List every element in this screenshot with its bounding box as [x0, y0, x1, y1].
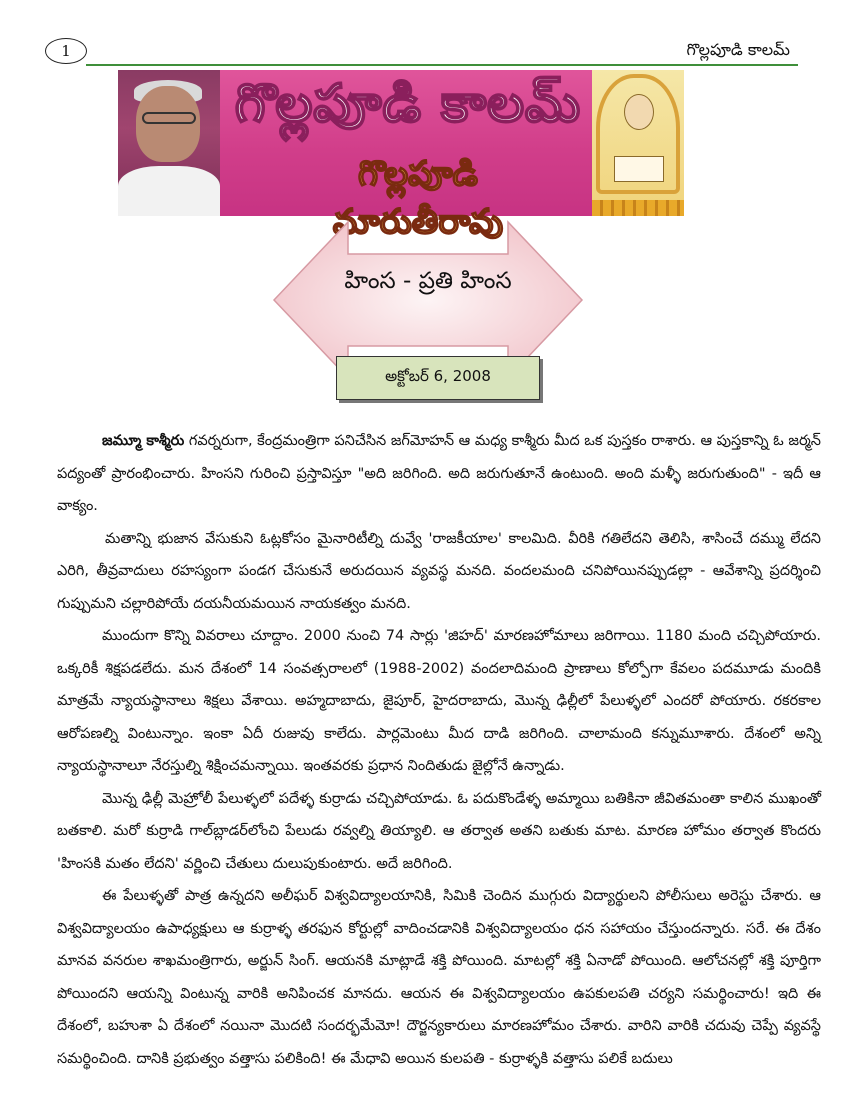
article-title: హింస - ప్రతి హింస	[344, 268, 512, 294]
lead-bold-text: జమ్మూ కాశ్మీరు	[102, 433, 185, 449]
paragraph-1-text: గవర్నరుగా, కేంద్రమంత్రిగా పనిచేసిన జగ్‌మోహన్ ఆ మధ్య కాశ్మీరు మీద ఒక పుస్తకం రాశారు. ఆ పుస్తకాన్ని ఓ జర్మన్ పద్యంతో ప్రారంభించారు. హింసని గురించి ప్రస్తావిస్తూ "అది జరిగింది. అది జరుగుతూనే ఉంటుంది. అంది మళ్ళీ జరుగుతుంది" - ఇదీ ఆ వాక్యం.	[57, 433, 821, 514]
article-body	[57, 425, 821, 1075]
paragraph-4: మొన్న ఢిల్లీ మెహ్రోలీ పేలుళ్ళలో పదేళ్ళ కుర్రాడు చచ్చిపోయాడు. ఓ పదుకొండేళ్ళ అమ్మాయి బతికినా జీవితమంతా కాలిన ముఖంతో బతకాలి. మరో కుర్రాడి గాల్‌బ్లాడర్‌లోంచి పేలుడు రవ్వల్ని తియ్యాలి. ఆ తర్వాత అతని బతుకు మాట. మారణ హోమం తర్వాత కొందరు 'హింసకి మతం లేదని' వర్ణించి చేతులు దులుపుకుంటారు. అదే జరిగింది.	[57, 790, 821, 872]
article-date: అక్టోబర్ 6, 2008	[336, 356, 540, 400]
paragraph-5: ఈ పేలుళ్ళతో పాత్ర ఉన్నదని అలీఘర్ విశ్వవిద్యాలయానికి, సిమికి చెందిన ముగ్గురు విద్యార్థులని పోలీసులు అరెస్టు చేశారు. ఆ విశ్వవిద్యాలయం ఉపాధ్యక్షులు ఆ కుర్రాళ్ళ తరఫున కోర్టుల్లో వాదించడానికి విశ్వవిద్యాలయం ధన సహాయం చేస్తుందన్నారు. సరే. ఈ దేశం మానవ వనరుల శాఖమంత్రిగారు, అర్జున్ సింగ్. ఆయనకి మాట్లాడే శక్తి పోయింది. మాటల్లో శక్తి ఏనాడో పోయింది. ఆలోచనల్లో శక్తి పూర్తిగా పోయిందని ఆయన్ని వింటున్న వారికి అనిపించక మానదు. ఆయన ఈ విశ్వవిద్యాలయం ఉపకులపతి చర్యని సమర్థించారు! ఇది ఈ దేశంలో, బహుశా ఏ దేశంలో నయినా మొదటి సందర్భమేమో! దౌర్జన్యకారులు మారణహోమం చేశారు. వారిని వారికి చదువు చెప్పే వ్యవస్థే సమర్థించింది. దానికి ప్రభుత్వం వత్తాసు పలికింది! ఈ మేధావి అయిన కులపతి - కుర్రాళ్ళకి వత్తాసు పలికే బదులు	[57, 888, 821, 1067]
header-rule	[86, 64, 798, 66]
paragraph-3: ముందుగా కొన్ని వివరాలు చూద్దాం. 2000 నుంచి 74 సార్లు 'జిహద్' మారణహోమాలు జరిగాయి. 1180 మంది చచ్చిపోయారు. ఒక్కరికీ శిక్షపడలేదు. మన దేశంలో 14 సంవత్సరాలలో (1988-2002) వందలాదిమంది ప్రాణాలు కోల్పోగా కేవలం పదమూడు మందికి మాత్రమే న్యాయస్థానాలు శిక్షలు వేశాయి. అహ్మదాబాదు, జైపూర్, హైదరాబాదు, మొన్న ఢిల్లీలో పేలుళ్ళలో ఎందరో పోయారు. రకరకాల ఆరోపణల్ని వింటున్నాం. ఇంకా ఏదీ రుజువు కాలేదు. పార్లమెంటు మీద దాడి జరిగింది. చాలామంది కన్నుమూశారు. దేశంలో అన్ని న్యాయస్థానాలూ నేరస్తుల్ని శిక్షించమన్నాయి. ఇంతవరకు ప్రధాన నిందితుడు జైల్లోనే ఉన్నాడు.	[57, 628, 821, 774]
author-photo	[118, 70, 220, 216]
banner-title: గొల్లపూడి కాలమ్	[234, 74, 582, 134]
banner-author-name: గొల్లపూడి మారుతీరావు	[332, 154, 504, 242]
running-header-title: గొల్లపూడి కాలమ్	[686, 40, 790, 59]
paragraph-2: మతాన్ని భుజాన వేసుకుని ఓట్లకోసం మైనారిటీల్ని దువ్వే 'రాజకీయాల' కాలమిది. వీరికి గతిలేదని తెలిసి, శాసించే దమ్ము లేదని ఎరిగి, తీవ్రవాదులు రహస్యంగా పండగ చేసుకునే అరుదయిన వ్యవస్థ మనది. వందలమంది చనిపోయినప్పుడల్లా - ఆవేశాన్ని ప్రదర్శించి గుప్పుమని చల్లారిపోయే దయనీయమయిన నాయకత్వం మనది.	[57, 530, 821, 612]
column-banner	[118, 70, 684, 242]
page-number: 1	[45, 38, 87, 64]
saraswati-illustration	[592, 70, 684, 216]
paragraph-1	[57, 425, 821, 523]
